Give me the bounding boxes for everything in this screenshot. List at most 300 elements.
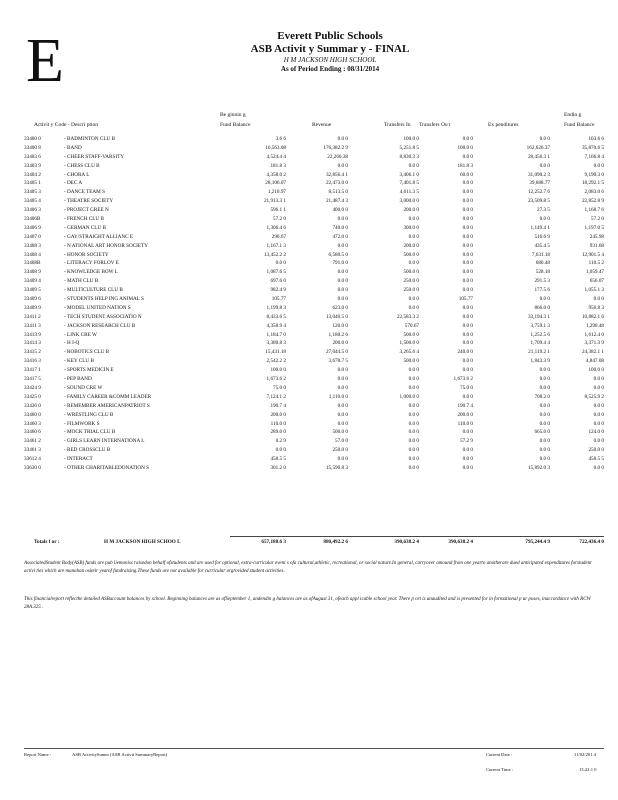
row-description: - THEATRE SOCIETY xyxy=(64,198,114,205)
row-expenditures: 1,252.5 6 xyxy=(530,331,550,338)
row-transfers-out: 0.0 0 xyxy=(462,189,473,196)
table-row xyxy=(24,421,604,430)
totals-expenditures: 795,244.4 9 xyxy=(525,539,550,545)
table-row xyxy=(24,234,604,243)
row-transfers-out: 0.0 0 xyxy=(462,304,473,311)
note-paragraph-1: AssociatedStudent Body(ASB) funds are pub liemoniss raisedon behalf ofstudents and are used for optional, extra-curricular event s ofa cultural,athletic, recreational, or social nature.In general, carryover amound from one yearto anotherare dued anticipated expenditures forstudent activi ties which are manahan ositeir yearof fundraising.These funds are not available for curricular orgrovided student activities. xyxy=(24,561,592,574)
row-ending-balance: 0.0 0 xyxy=(593,384,604,391)
row-expenditures: 866.0 0 xyxy=(534,304,550,311)
row-code: 33409 9 xyxy=(24,304,41,311)
row-description: - RED CROSSCLU B xyxy=(64,447,111,454)
footer-time-value: 13:22:1 0 xyxy=(579,767,597,772)
row-code: 33404 2 xyxy=(24,171,41,178)
row-transfers-in: 3,000.0 0 xyxy=(399,198,419,205)
district-name: Everett Public Schools xyxy=(277,30,383,42)
table-row xyxy=(24,269,604,278)
row-description: - WRESTLING CLU B xyxy=(64,411,114,418)
row-ending-balance: 1,197.0 5 xyxy=(584,224,604,231)
row-ending-balance: 12,901.5 4 xyxy=(581,251,604,258)
row-ending-balance: 18,292.1 5 xyxy=(581,180,604,187)
row-ending-balance: 0.0 0 xyxy=(593,376,604,383)
row-code: 33461 2 xyxy=(24,438,41,445)
row-transfers-out: 0.0 0 xyxy=(462,136,473,142)
row-transfers-out: 0.0 0 xyxy=(462,331,473,338)
row-description: - JACKSON RESEARCH CLU B xyxy=(64,322,136,329)
row-transfers-out: 0.0 0 xyxy=(462,340,473,347)
row-ending-balance: 656.07 xyxy=(589,278,604,285)
row-beginning-balance: 57.2 0 xyxy=(273,216,286,223)
row-beginning-balance: 200.0 0 xyxy=(270,411,286,418)
row-ending-balance: 245.98 xyxy=(589,233,604,240)
row-transfers-out: 105.77 xyxy=(458,296,473,303)
row-transfers-out: 0.0 0 xyxy=(462,233,473,240)
totals-ending: 722,436.4 0 xyxy=(579,539,604,545)
row-transfers-out: 181.8 3 xyxy=(457,162,473,169)
row-expenditures: 7,631.18 xyxy=(531,251,550,258)
row-transfers-in: 0.0 0 xyxy=(408,456,419,463)
row-expenditures: 0.0 0 xyxy=(539,296,550,303)
row-description: - HONOR SOCIETY xyxy=(64,251,109,258)
row-description: - TECH STUDENT ASSOCIATIO N xyxy=(64,313,142,320)
table-row xyxy=(24,287,604,296)
row-transfers-in: 0.0 0 xyxy=(408,376,419,383)
footer-time-label: Current Time : xyxy=(486,767,514,772)
row-description: - GIRLS LEARN INTERNATIONA L xyxy=(64,438,145,445)
row-transfers-in: 0.0 0 xyxy=(408,216,419,223)
row-ending-balance: 110.5 2 xyxy=(588,260,604,267)
row-beginning-balance: 1,673.6 2 xyxy=(266,376,286,383)
row-description: - DANCE TEAM S xyxy=(64,189,105,196)
row-ending-balance: 24,382.1 1 xyxy=(581,349,604,356)
row-code: 33400 0 xyxy=(24,136,41,142)
row-code: 33409 6 xyxy=(24,296,41,303)
row-code: 33411 3 xyxy=(24,322,41,329)
row-expenditures: 528.18 xyxy=(535,269,550,276)
row-expenditures: 0.0 0 xyxy=(539,367,550,374)
col-expenditures: Ex penditures xyxy=(488,122,519,128)
row-transfers-in: 0.0 0 xyxy=(408,367,419,374)
row-description: - KEY CLU B xyxy=(64,358,94,365)
row-code: 33414 3 xyxy=(24,340,41,347)
row-transfers-out: 0.0 0 xyxy=(462,180,473,187)
row-revenue: 0.0 0 xyxy=(337,216,348,223)
row-ending-balance: 103.6 6 xyxy=(588,136,604,142)
row-ending-balance: 1,290.48 xyxy=(585,322,604,329)
row-description: - DEC A xyxy=(64,180,83,187)
row-description: - FRENCH CLU B xyxy=(64,216,104,223)
row-code: 33411 2 xyxy=(24,313,41,320)
row-transfers-in: 22,583.3 2 xyxy=(396,313,419,320)
totals-beginning: 657,188.6 3 xyxy=(261,539,286,545)
row-transfers-out: 0.0 0 xyxy=(462,207,473,214)
row-revenue: 0.0 0 xyxy=(337,269,348,276)
footer-date-label: Current Date : xyxy=(486,752,513,757)
row-transfers-in: 0.0 0 xyxy=(408,233,419,240)
row-description: - N ATIONAL ART HONOR SOCIETY xyxy=(64,242,148,249)
row-transfers-out: 110.0 0 xyxy=(457,420,473,427)
report-title: ASB Activit y Summar y - FINAL xyxy=(250,43,410,56)
row-ending-balance: 0.0 0 xyxy=(593,162,604,169)
row-code: 33408 3 xyxy=(24,242,41,249)
row-ending-balance: 8,525.9 2 xyxy=(584,393,604,400)
row-transfers-out: 0.0 0 xyxy=(462,313,473,320)
row-ending-balance: 0.0 0 xyxy=(593,438,604,445)
row-beginning-balance: 2,542.2 2 xyxy=(266,358,286,365)
row-ending-balance: 0.0 0 xyxy=(593,411,604,418)
row-ending-balance: 0.0 0 xyxy=(593,402,604,409)
row-description: - CHESS CLU B xyxy=(64,162,100,169)
row-beginning-balance: 21,913.3 1 xyxy=(263,198,286,205)
footer-divider xyxy=(24,748,604,749)
row-description: - GERMAN CLU B xyxy=(64,224,106,231)
row-beginning-balance: 4,524.4 4 xyxy=(266,153,286,160)
row-transfers-out: 190.7 4 xyxy=(457,402,473,409)
row-code: 33406 9 xyxy=(24,224,41,231)
row-revenue: 0.0 0 xyxy=(337,367,348,374)
row-transfers-in: 4,611.3 5 xyxy=(399,189,419,196)
row-code: 33461 3 xyxy=(24,447,41,454)
table-row xyxy=(24,252,604,261)
row-code: 33400 8 xyxy=(24,144,41,151)
table-row xyxy=(24,189,604,198)
row-beginning-balance: 289.0 0 xyxy=(270,429,286,436)
table-row xyxy=(24,163,604,172)
row-transfers-out: 75.0 0 xyxy=(460,384,473,391)
row-expenditures: 33,194.3 1 xyxy=(527,313,550,320)
row-beginning-balance: 8,433.6 5 xyxy=(266,313,286,320)
row-revenue: 500.0 0 xyxy=(332,429,348,436)
row-revenue: 623.0 0 xyxy=(332,304,348,311)
footer-report-label: Report Name : xyxy=(24,752,52,757)
row-description: - MULTICULTURE CLU B xyxy=(64,287,123,294)
row-code: 33460 3 xyxy=(24,420,41,427)
row-beginning-balance: 0.0 0 xyxy=(275,260,286,267)
row-expenditures: 0.0 0 xyxy=(539,438,550,445)
row-revenue: 472.0 0 xyxy=(332,233,348,240)
row-revenue: 740.0 0 xyxy=(332,224,348,231)
row-beginning-balance: 190.7 4 xyxy=(270,402,286,409)
table-row xyxy=(24,154,604,163)
table-row xyxy=(24,412,604,421)
row-description: - KNOWLEDGE BOW L xyxy=(64,269,118,276)
row-beginning-balance: 3.6 6 xyxy=(275,136,286,142)
row-expenditures: 516.6 9 xyxy=(534,233,550,240)
table-row xyxy=(24,260,604,269)
row-expenditures: 0.0 0 xyxy=(539,411,550,418)
row-expenditures: 680.48 xyxy=(535,260,550,267)
row-revenue: 200.0 0 xyxy=(332,340,348,347)
row-transfers-out: 0.0 0 xyxy=(462,278,473,285)
row-ending-balance: 0.0 0 xyxy=(593,296,604,303)
footer-date-value: 11/02/201 4 xyxy=(574,752,596,757)
row-transfers-out: 0.0 0 xyxy=(462,287,473,294)
row-expenditures: 0.0 0 xyxy=(539,456,550,463)
row-ending-balance: 1,612.4 0 xyxy=(584,331,604,338)
district-logo-letter: E xyxy=(26,27,64,95)
row-beginning-balance: 4,358.0 2 xyxy=(266,171,286,178)
row-description: - REMEMBER AMERICANPATRIOT S xyxy=(64,402,150,409)
row-ending-balance: 100.0 0 xyxy=(588,367,604,374)
row-transfers-in: 0.0 0 xyxy=(408,260,419,267)
row-revenue: 21,487.4 3 xyxy=(325,198,348,205)
row-code: 33408 9 xyxy=(24,269,41,276)
row-transfers-in: 200.0 0 xyxy=(403,242,419,249)
row-transfers-out: 0.0 0 xyxy=(462,153,473,160)
row-expenditures: 708.2 0 xyxy=(534,393,550,400)
row-ending-balance: 458.5 5 xyxy=(588,456,604,463)
row-code: 33630 0 xyxy=(24,464,41,471)
row-code: 33405 1 xyxy=(24,180,41,187)
row-code: 33409 4 xyxy=(24,278,41,285)
report-header xyxy=(200,30,460,73)
table-row xyxy=(24,296,604,305)
row-expenditures: 1,149.4 1 xyxy=(530,224,550,231)
row-revenue: 57.0 0 xyxy=(335,438,348,445)
row-revenue: 250.0 0 xyxy=(332,447,348,454)
table-row xyxy=(24,349,604,358)
row-code: 33416 3 xyxy=(24,358,41,365)
row-expenditures: 177.5 6 xyxy=(534,287,550,294)
row-expenditures: 435.4 5 xyxy=(534,242,550,249)
table-row xyxy=(24,243,604,252)
row-expenditures: 28,456.3 1 xyxy=(527,153,550,160)
row-transfers-in: 250.0 0 xyxy=(403,287,419,294)
row-transfers-in: 0.0 0 xyxy=(408,429,419,436)
row-revenue: 3,678.7 5 xyxy=(328,358,348,365)
row-description: - FILMWORK S xyxy=(64,420,100,427)
row-revenue: 22,473.0 0 xyxy=(325,180,348,187)
row-description: - BADMINTON CLU B xyxy=(64,136,116,142)
row-expenditures: 0.0 0 xyxy=(539,420,550,427)
row-expenditures: 21,119.2 1 xyxy=(528,349,550,356)
row-transfers-in: 0.0 0 xyxy=(408,402,419,409)
row-beginning-balance: 982.4 9 xyxy=(270,287,286,294)
table-row xyxy=(24,340,604,349)
row-transfers-out: 0.0 0 xyxy=(462,393,473,400)
row-transfers-out: 200.0 0 xyxy=(457,411,473,418)
table-row xyxy=(24,332,604,341)
row-description: - H I-Q xyxy=(64,340,80,347)
row-beginning-balance: 1,167.1 3 xyxy=(266,242,286,249)
row-transfers-in: 3,265.6 4 xyxy=(399,349,419,356)
table-row xyxy=(24,172,604,181)
col-revenue: Revenue xyxy=(312,122,332,128)
row-revenue: 0.0 0 xyxy=(337,242,348,249)
row-revenue: 0.0 0 xyxy=(337,278,348,285)
row-description: - GAY/STRAIGHT ALLIANC E xyxy=(64,233,134,240)
row-beginning-balance: 1,199.8 3 xyxy=(266,304,286,311)
row-description: - CHEER STAFF-VARSITY xyxy=(64,153,125,160)
table-row xyxy=(24,465,604,474)
totals-divider xyxy=(230,536,604,537)
row-revenue: 0.0 0 xyxy=(337,287,348,294)
row-transfers-out: 240.0 0 xyxy=(457,349,473,356)
row-revenue: 15,590.8 3 xyxy=(325,464,348,471)
row-transfers-in: 3,406.1 0 xyxy=(399,171,419,178)
row-transfers-out: 0.0 0 xyxy=(462,216,473,223)
row-description: - OTHER CHARITABLEDONATION S xyxy=(64,464,150,471)
row-code: 33436 0 xyxy=(24,402,41,409)
table-row xyxy=(24,394,604,403)
table-row xyxy=(24,216,604,225)
row-code: 33425 0 xyxy=(24,393,41,400)
col-beginning-line2: Fund Balance xyxy=(220,122,251,128)
row-description: - PROJECT GREE N xyxy=(64,207,109,214)
row-code: 33403 6 xyxy=(24,153,41,160)
row-transfers-in: 100.0 0 xyxy=(403,136,419,142)
row-ending-balance: 10,882.1 6 xyxy=(581,313,604,320)
row-beginning-balance: 16,563.08 xyxy=(265,144,286,151)
row-revenue: 0.0 0 xyxy=(337,162,348,169)
row-expenditures: 0.0 0 xyxy=(539,216,550,223)
row-transfers-in: 500.0 0 xyxy=(403,251,419,258)
totals-school: H M JACKSON HIGH SCHOO L xyxy=(104,539,181,545)
row-transfers-out: 57.2 9 xyxy=(460,438,473,445)
row-transfers-out: 1,673.6 2 xyxy=(453,376,473,383)
row-revenue: 0.0 0 xyxy=(337,420,348,427)
row-transfers-in: 0.0 0 xyxy=(408,438,419,445)
table-row xyxy=(24,198,604,207)
row-transfers-in: 200.0 0 xyxy=(403,207,419,214)
table-row xyxy=(24,314,604,323)
totals-transfers-out: 390,638.2 4 xyxy=(448,539,473,545)
row-revenue: 32,856.4 1 xyxy=(325,171,348,178)
row-ending-balance: 7,166.8 4 xyxy=(584,153,604,160)
row-transfers-in: 0.0 0 xyxy=(408,447,419,454)
row-transfers-out: 0.0 0 xyxy=(462,456,473,463)
table-row xyxy=(24,323,604,332)
table-row xyxy=(24,429,604,438)
col-transfers-in: Transfers In xyxy=(384,122,411,128)
table-row xyxy=(24,305,604,314)
row-beginning-balance: 596.1 1 xyxy=(270,207,286,214)
row-description: - MODEL UNITED NATION S xyxy=(64,304,131,311)
period-ending: As of Period Ending : 08/31/2014 xyxy=(280,64,380,73)
row-description: - LINK CRE W xyxy=(64,331,97,338)
row-revenue: 0.0 0 xyxy=(337,411,348,418)
row-beginning-balance: 0.0 0 xyxy=(275,447,286,454)
row-code: 33405 4 xyxy=(24,198,41,205)
table-row xyxy=(24,207,604,216)
table-row xyxy=(24,136,604,145)
row-code: 33460 0 xyxy=(24,411,41,418)
footer-report-name: ASB ActivitySumm (ASB Activit SummaryReport) xyxy=(72,752,168,757)
row-transfers-in: 0.0 0 xyxy=(408,464,419,471)
row-ending-balance: 1,168.7 6 xyxy=(584,207,604,214)
row-revenue: 8,513.5 0 xyxy=(328,189,348,196)
row-beginning-balance: 13,452.2 2 xyxy=(263,251,286,258)
row-beginning-balance: 75.0 0 xyxy=(273,384,286,391)
row-transfers-in: 250.0 0 xyxy=(403,278,419,285)
row-expenditures: 0.0 0 xyxy=(539,447,550,454)
row-transfers-out: 0.0 0 xyxy=(462,464,473,471)
row-transfers-in: 0.0 0 xyxy=(408,411,419,418)
row-beginning-balance: 290.67 xyxy=(271,233,286,240)
row-ending-balance: 0.0 0 xyxy=(593,464,604,471)
row-transfers-out: 0.0 0 xyxy=(462,242,473,249)
row-expenditures: 0.0 0 xyxy=(539,136,550,142)
row-revenue: 0.0 0 xyxy=(337,384,348,391)
row-description: - FAMILY CAREER &COMM LEADER xyxy=(64,393,152,400)
row-beginning-balance: 1,184.7 0 xyxy=(266,331,286,338)
row-ending-balance: 35,870.6 5 xyxy=(581,144,604,151)
row-code: 33612 4 xyxy=(24,456,41,463)
row-expenditures: 27.3 5 xyxy=(537,207,550,214)
row-transfers-out: 0.0 0 xyxy=(462,224,473,231)
row-transfers-in: 300.0 0 xyxy=(403,224,419,231)
row-beginning-balance: 110.0 0 xyxy=(270,420,286,427)
table-row xyxy=(24,447,604,456)
row-ending-balance: 1,059.47 xyxy=(585,269,604,276)
row-beginning-balance: 4,358.9 4 xyxy=(266,322,286,329)
row-transfers-in: 1,000.0 0 xyxy=(399,393,419,400)
row-expenditures: 12,252.7 6 xyxy=(527,189,550,196)
row-code: 33417 5 xyxy=(24,376,41,383)
row-expenditures: 1,709.4 4 xyxy=(530,340,550,347)
row-beginning-balance: 3,380.8 3 xyxy=(266,340,286,347)
row-beginning-balance: 28,106.07 xyxy=(265,180,286,187)
row-transfers-in: 0.0 0 xyxy=(408,420,419,427)
row-transfers-out: 0.0 0 xyxy=(462,429,473,436)
row-expenditures: 31,090.2 3 xyxy=(527,171,550,178)
table-row xyxy=(24,358,604,367)
row-description: - PEP BAND xyxy=(64,376,92,383)
row-ending-balance: 1,055.1 3 xyxy=(584,287,604,294)
row-code: 33408 4 xyxy=(24,251,41,258)
col-activity-code: Activit y Code - Descri ption xyxy=(34,122,99,128)
row-ending-balance: 4,847.08 xyxy=(585,358,604,365)
table-row xyxy=(24,278,604,287)
row-revenue: 22,260.38 xyxy=(327,153,348,160)
row-code: 33415 2 xyxy=(24,349,41,356)
row-ending-balance: 250.0 0 xyxy=(588,447,604,454)
row-revenue: 27,044.5 0 xyxy=(325,349,348,356)
row-transfers-out: 0.0 0 xyxy=(462,367,473,374)
row-beginning-balance: 1,210.97 xyxy=(267,189,286,196)
row-expenditures: 3,759.1 3 xyxy=(530,322,550,329)
row-transfers-out: 0.0 0 xyxy=(462,447,473,454)
row-transfers-in: 500.0 0 xyxy=(403,269,419,276)
col-beginning-line1: Be ginnin g xyxy=(220,112,246,118)
row-code: 33424 9 xyxy=(24,384,41,391)
row-transfers-in: 7,401.8 5 xyxy=(399,180,419,187)
row-beginning-balance: 697.6 0 xyxy=(270,278,286,285)
row-code: 33405 3 xyxy=(24,189,41,196)
row-beginning-balance: 301.2 0 xyxy=(270,464,286,471)
row-beginning-balance: 0.2 9 xyxy=(275,438,286,445)
row-ending-balance: 57.2 0 xyxy=(591,216,604,223)
row-description: - INTERACT xyxy=(64,456,93,463)
row-ending-balance: 9,190.3 0 xyxy=(584,171,604,178)
school-name: H M JACKSON HIGH SCHOOL xyxy=(283,56,377,65)
row-revenue: 1,180.2 6 xyxy=(328,331,348,338)
row-expenditures: 665.0 0 xyxy=(534,429,550,436)
row-transfers-out: 0.0 0 xyxy=(462,260,473,267)
row-description: - MOCK TRIAL CLU B xyxy=(64,429,116,436)
row-expenditures: 0.0 0 xyxy=(539,376,550,383)
row-description: - CHORA L xyxy=(64,171,90,178)
row-revenue: 0.0 0 xyxy=(337,136,348,142)
row-code: 33407 0 xyxy=(24,233,41,240)
row-transfers-in: 8,830.3 3 xyxy=(399,153,419,160)
row-revenue: 176,382.2 9 xyxy=(323,144,348,151)
row-code: 33406B xyxy=(24,216,41,223)
row-transfers-in: 0.0 0 xyxy=(408,384,419,391)
row-expenditures: 39,688.77 xyxy=(529,180,550,187)
row-revenue: 6,580.5 0 xyxy=(328,251,348,258)
row-description: - STUDENTS HELP ING ANIMAL S xyxy=(64,296,144,303)
row-transfers-out: 60.0 0 xyxy=(460,171,473,178)
